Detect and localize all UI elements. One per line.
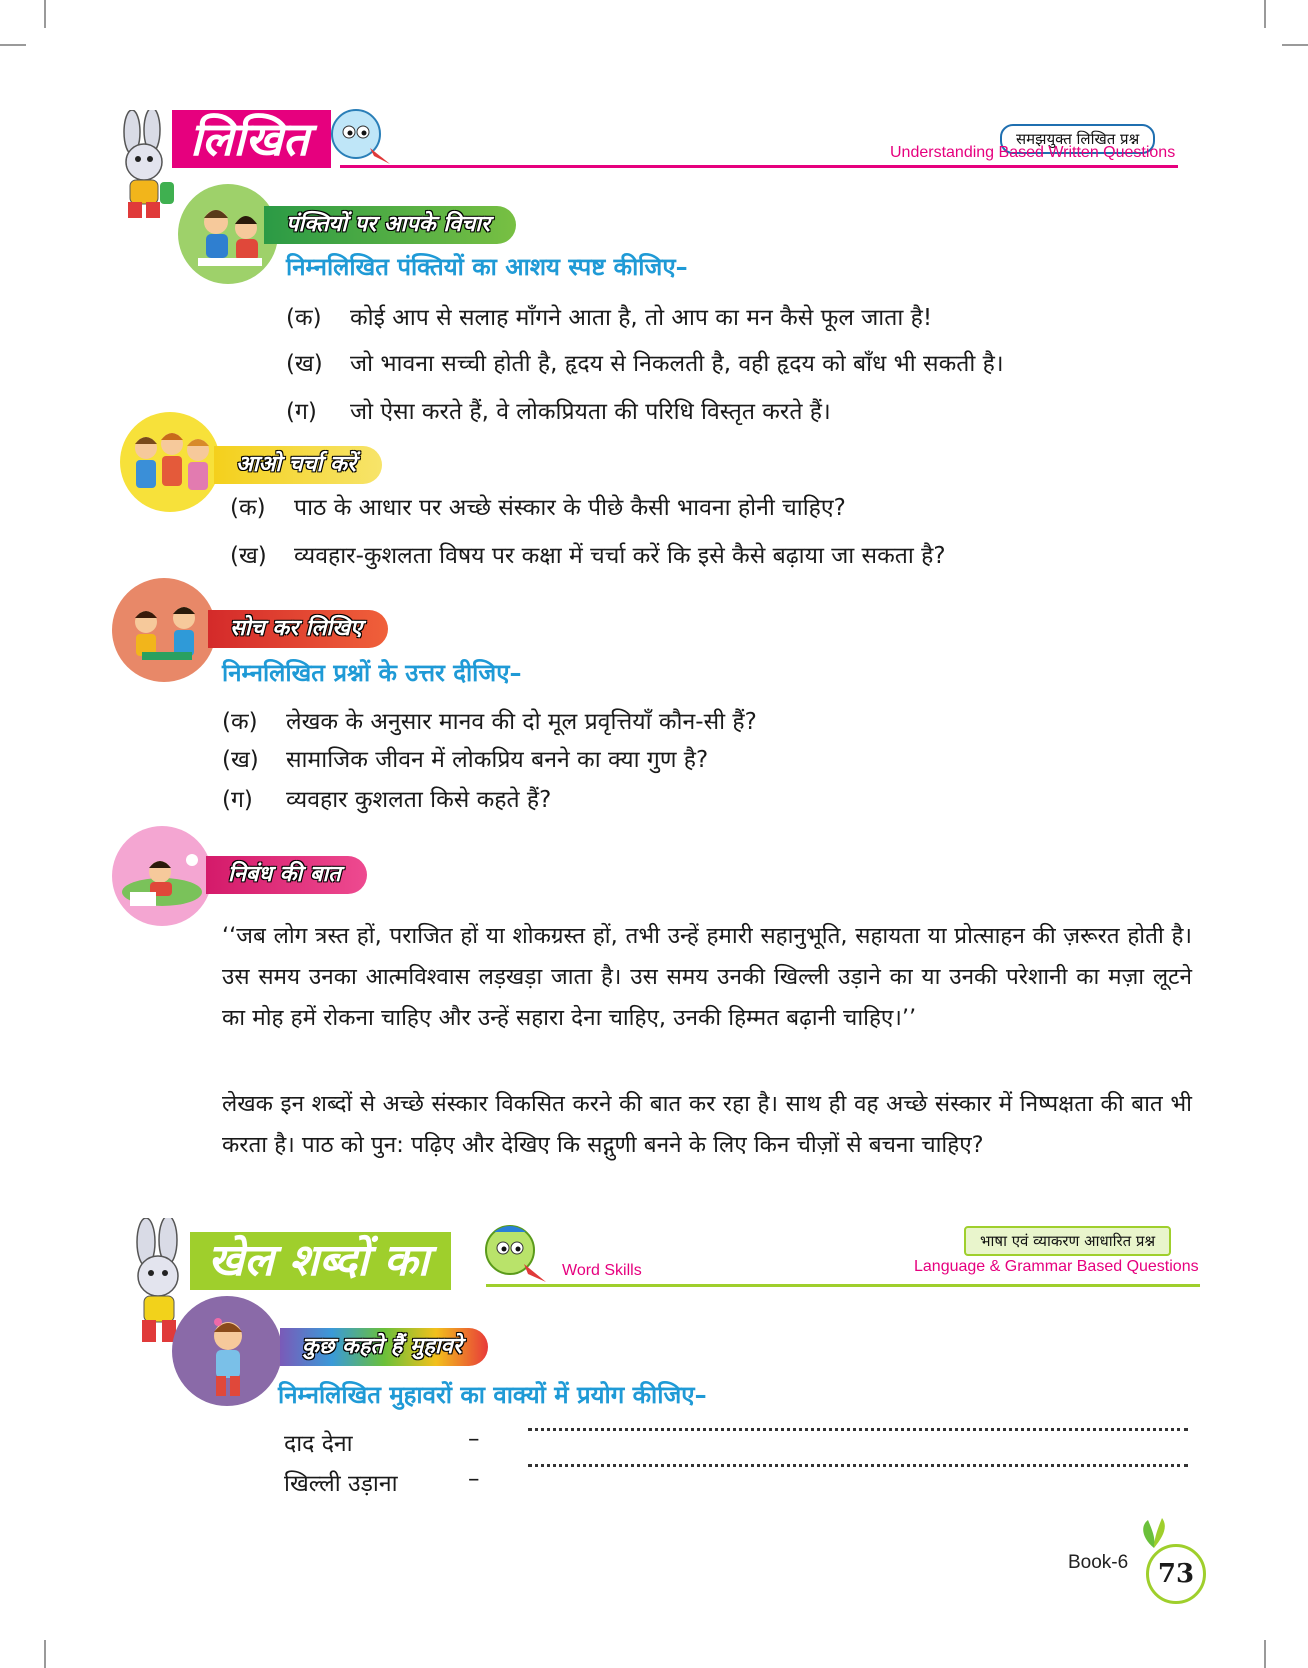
kids-essay-illustration <box>112 826 212 926</box>
question-item: (क) कोई आप से सलाह माँगने आता है, तो आप का मन कैसे फूल जाता है! <box>286 305 933 331</box>
instruction-3: निम्नलिखित प्रश्नों के उत्तर दीजिए– <box>222 659 522 687</box>
section-heading-4: निबंध की बात <box>206 856 367 894</box>
answer-line[interactable] <box>528 1428 1188 1431</box>
pencil-mascot-icon <box>326 104 396 170</box>
question-item: (ख) सामाजिक जीवन में लोकप्रिय बनने का क्या गुण है? <box>222 747 709 773</box>
header-rule <box>340 165 1178 168</box>
crop-mark <box>44 0 46 28</box>
header-rule <box>486 1284 1200 1287</box>
essay-quote: ‘‘जब लोग त्रस्त हों, पराजित हों या शोकग्रस्त हों, तभी उन्हें हमारी सहानुभूति, सहायता या प्रोत्साहन की ज़रूरत होती है। उस समय उनका आत्मविश्वास लड़खड़ा जाता है। उस समय उनकी खिल्ली उड़ाने का या उनकी परेशानी का मज़ा लूटने का मोह हमें रोकना चाहिए और उन्हें सहारा देना चाहिए, उनकी हिम्मत बढ़ानी चाहिए।’’ <box>222 923 1192 1031</box>
crop-mark <box>44 1640 46 1668</box>
idiom-dash: – <box>468 1466 480 1492</box>
section-title-likhit: लिखित <box>172 110 331 168</box>
kids-studying-illustration <box>112 578 216 682</box>
answer-line[interactable] <box>528 1464 1188 1467</box>
word-skills-english: Word Skills <box>562 1262 642 1279</box>
crop-mark <box>1264 0 1266 28</box>
question-item: (क) पाठ के आधार पर अच्छे संस्कार के पीछे कैसी भावना होनी चाहिए? <box>230 495 846 521</box>
kids-group-icon <box>120 412 220 512</box>
essay-paragraph: लेखक इन शब्दों से अच्छे संस्कार विकसित करने की बात कर रहा है। साथ ही वह अच्छे संस्कार में निष्पक्षता की बात भी करता है। पाठ को पुन: पढ़िए और देखिए कि सद्गुणी बनने के लिए किन चीज़ों से बचना चाहिए? <box>222 1091 1192 1158</box>
crop-mark <box>1264 1640 1266 1668</box>
question-item: (ग) व्यवहार कुशलता किसे कहते हैं? <box>222 787 552 813</box>
page-number: 73 <box>1146 1544 1206 1604</box>
question-item: (ग) जो ऐसा करते हैं, वे लोकप्रियता की परिधि विस्तृत करते हैं। <box>286 399 831 425</box>
kids-studying-icon <box>112 578 216 682</box>
kids-reading-icon <box>178 184 278 284</box>
section-heading-3: सोच कर लिखिए <box>208 610 388 648</box>
kids-reading-illustration <box>178 184 278 284</box>
crop-mark <box>0 44 26 46</box>
girl-thinking-icon <box>172 1296 282 1406</box>
question-type-tag: समझयुक्त लिखित प्रश्न <box>1000 124 1155 154</box>
book-label: Book-6 <box>1068 1552 1129 1573</box>
question-type-english: Language & Grammar Based Questions <box>914 1258 1199 1275</box>
question-item: (ख) जो भावना सच्ची होती है, हृदय से निकलती है, वही हृदय को बाँध भी सकती है। <box>286 351 1004 377</box>
instruction-1: निम्नलिखित पंक्तियों का आशय स्पष्ट कीजिए– <box>286 253 688 281</box>
section-title-word-skills: खेल शब्दों का <box>190 1232 451 1290</box>
kids-group-illustration <box>120 412 220 512</box>
section-heading-1: पंक्तियों पर आपके विचार <box>264 206 516 244</box>
question-type-english: Understanding Based Written Questions <box>890 144 1176 161</box>
pencil-mascot-icon <box>480 1218 552 1288</box>
girl-thinking-illustration <box>172 1296 282 1406</box>
question-item: (क) लेखक के अनुसार मानव की दो मूल प्रवृत्तियाँ कौन-सी हैं? <box>222 709 757 735</box>
question-type-tag: भाषा एवं व्याकरण आधारित प्रश्न <box>964 1226 1171 1256</box>
idiom-term: दाद देना <box>284 1431 353 1457</box>
idiom-term: खिल्ली उड़ाना <box>284 1471 398 1497</box>
question-item: (ख) व्यवहार-कुशलता विषय पर कक्षा में चर्चा करें कि इसे कैसे बढ़ाया जा सकता है? <box>230 543 946 569</box>
instruction-5: निम्नलिखित मुहावरों का वाक्यों में प्रयोग कीजिए– <box>278 1381 707 1409</box>
idiom-dash: – <box>468 1426 480 1452</box>
section-heading-5: कुछ कहते हैं मुहावरे <box>280 1328 488 1366</box>
kids-essay-icon <box>112 826 212 926</box>
crop-mark <box>1282 44 1308 46</box>
section-heading-2: आओ चर्चा करें <box>214 446 382 484</box>
